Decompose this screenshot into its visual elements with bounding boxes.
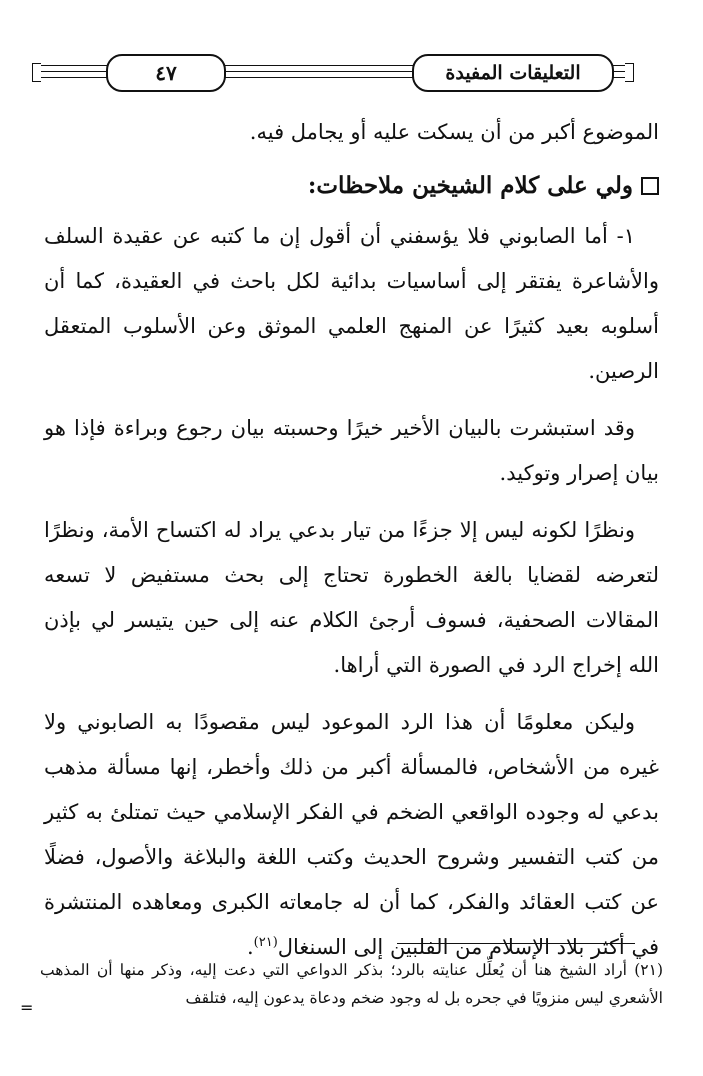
paragraph-text: وليكن معلومًا أن هذا الرد الموعود ليس مقصودًا به الصابوني ولا غيره من الأشخاص، فالمسألة أكبر من ذلك وأخطر، إنها مسألة مذهب بدعي له وجوده الواقعي الضخم في الفكر الإسلامي حيث تمتلئ به كثير من كتب التفسير وشروح الحديث وكتب اللغة والبلاغة والأصول، فضلًا عن كتب العقائد والفكر، كما أن له جامعاته الكبرى ومعاهده المنتشرة في أكثر بلاد الإسلام من الفلبين إلى السنغال bbox=[44, 710, 659, 959]
square-bullet-icon bbox=[641, 177, 659, 195]
paragraph bbox=[44, 700, 659, 970]
footnote bbox=[40, 956, 663, 1012]
page-number: ٤٧ bbox=[106, 54, 226, 92]
footnote-reference: (٢١) bbox=[253, 935, 278, 950]
running-title: التعليقات المفيدة bbox=[412, 54, 614, 92]
main-text bbox=[44, 110, 659, 970]
paragraph: الموضوع أكبر من أن يسكت عليه أو يجامل فيه. bbox=[249, 120, 659, 144]
paragraph: ١- أما الصابوني فلا يؤسفني أن أقول إن ما كتبه عن عقيدة السلف والأشاعرة يفتقر إلى أساسيات بدائية لكل باحث في العقيدة، كما أن أسلوبه بعيد كثيرًا عن المنهج العلمي الموثق وعن الأسلوب المتعقل الرصين. bbox=[44, 224, 659, 383]
continuation-mark: = bbox=[20, 998, 34, 1017]
paragraph-end: . bbox=[246, 935, 254, 959]
header-rule-cap bbox=[625, 63, 634, 82]
section-heading-text: ولي على كلام الشيخين ملاحظات: bbox=[307, 172, 633, 199]
header-rule-cap bbox=[32, 63, 41, 82]
footnote-separator bbox=[397, 943, 635, 944]
page-header bbox=[34, 52, 632, 94]
paragraph: وقد استبشرت بالبيان الأخير خيرًا وحسبته بيان رجوع وبراءة فإذا هو بيان إصرار وتوكيد. bbox=[44, 416, 659, 485]
paragraph: ونظرًا لكونه ليس إلا جزءًا من تيار بدعي يراد له اكتساح الأمة، ونظرًا لتعرضه لقضايا بالغة الخطورة تحتاج إلى بحث مستفيض لا تسعه المقالات الصحفية، فسوف أرجئ الكلام عنه إلى حين يتيسر لي بإذن الله إخراج الرد في الصورة التي أراها. bbox=[44, 518, 659, 677]
footnote-text: (٢١) أراد الشيخ هنا أن يُعلِّل عنايته بالرد؛ بذكر الدواعي التي دعت إليه، وذكر منها أن المذهب الأشعري ليس منزويًا في جحره بل له وجود ضخم ودعاة يدعون إليه، فتلقف bbox=[40, 961, 663, 1007]
section-heading bbox=[44, 163, 659, 208]
